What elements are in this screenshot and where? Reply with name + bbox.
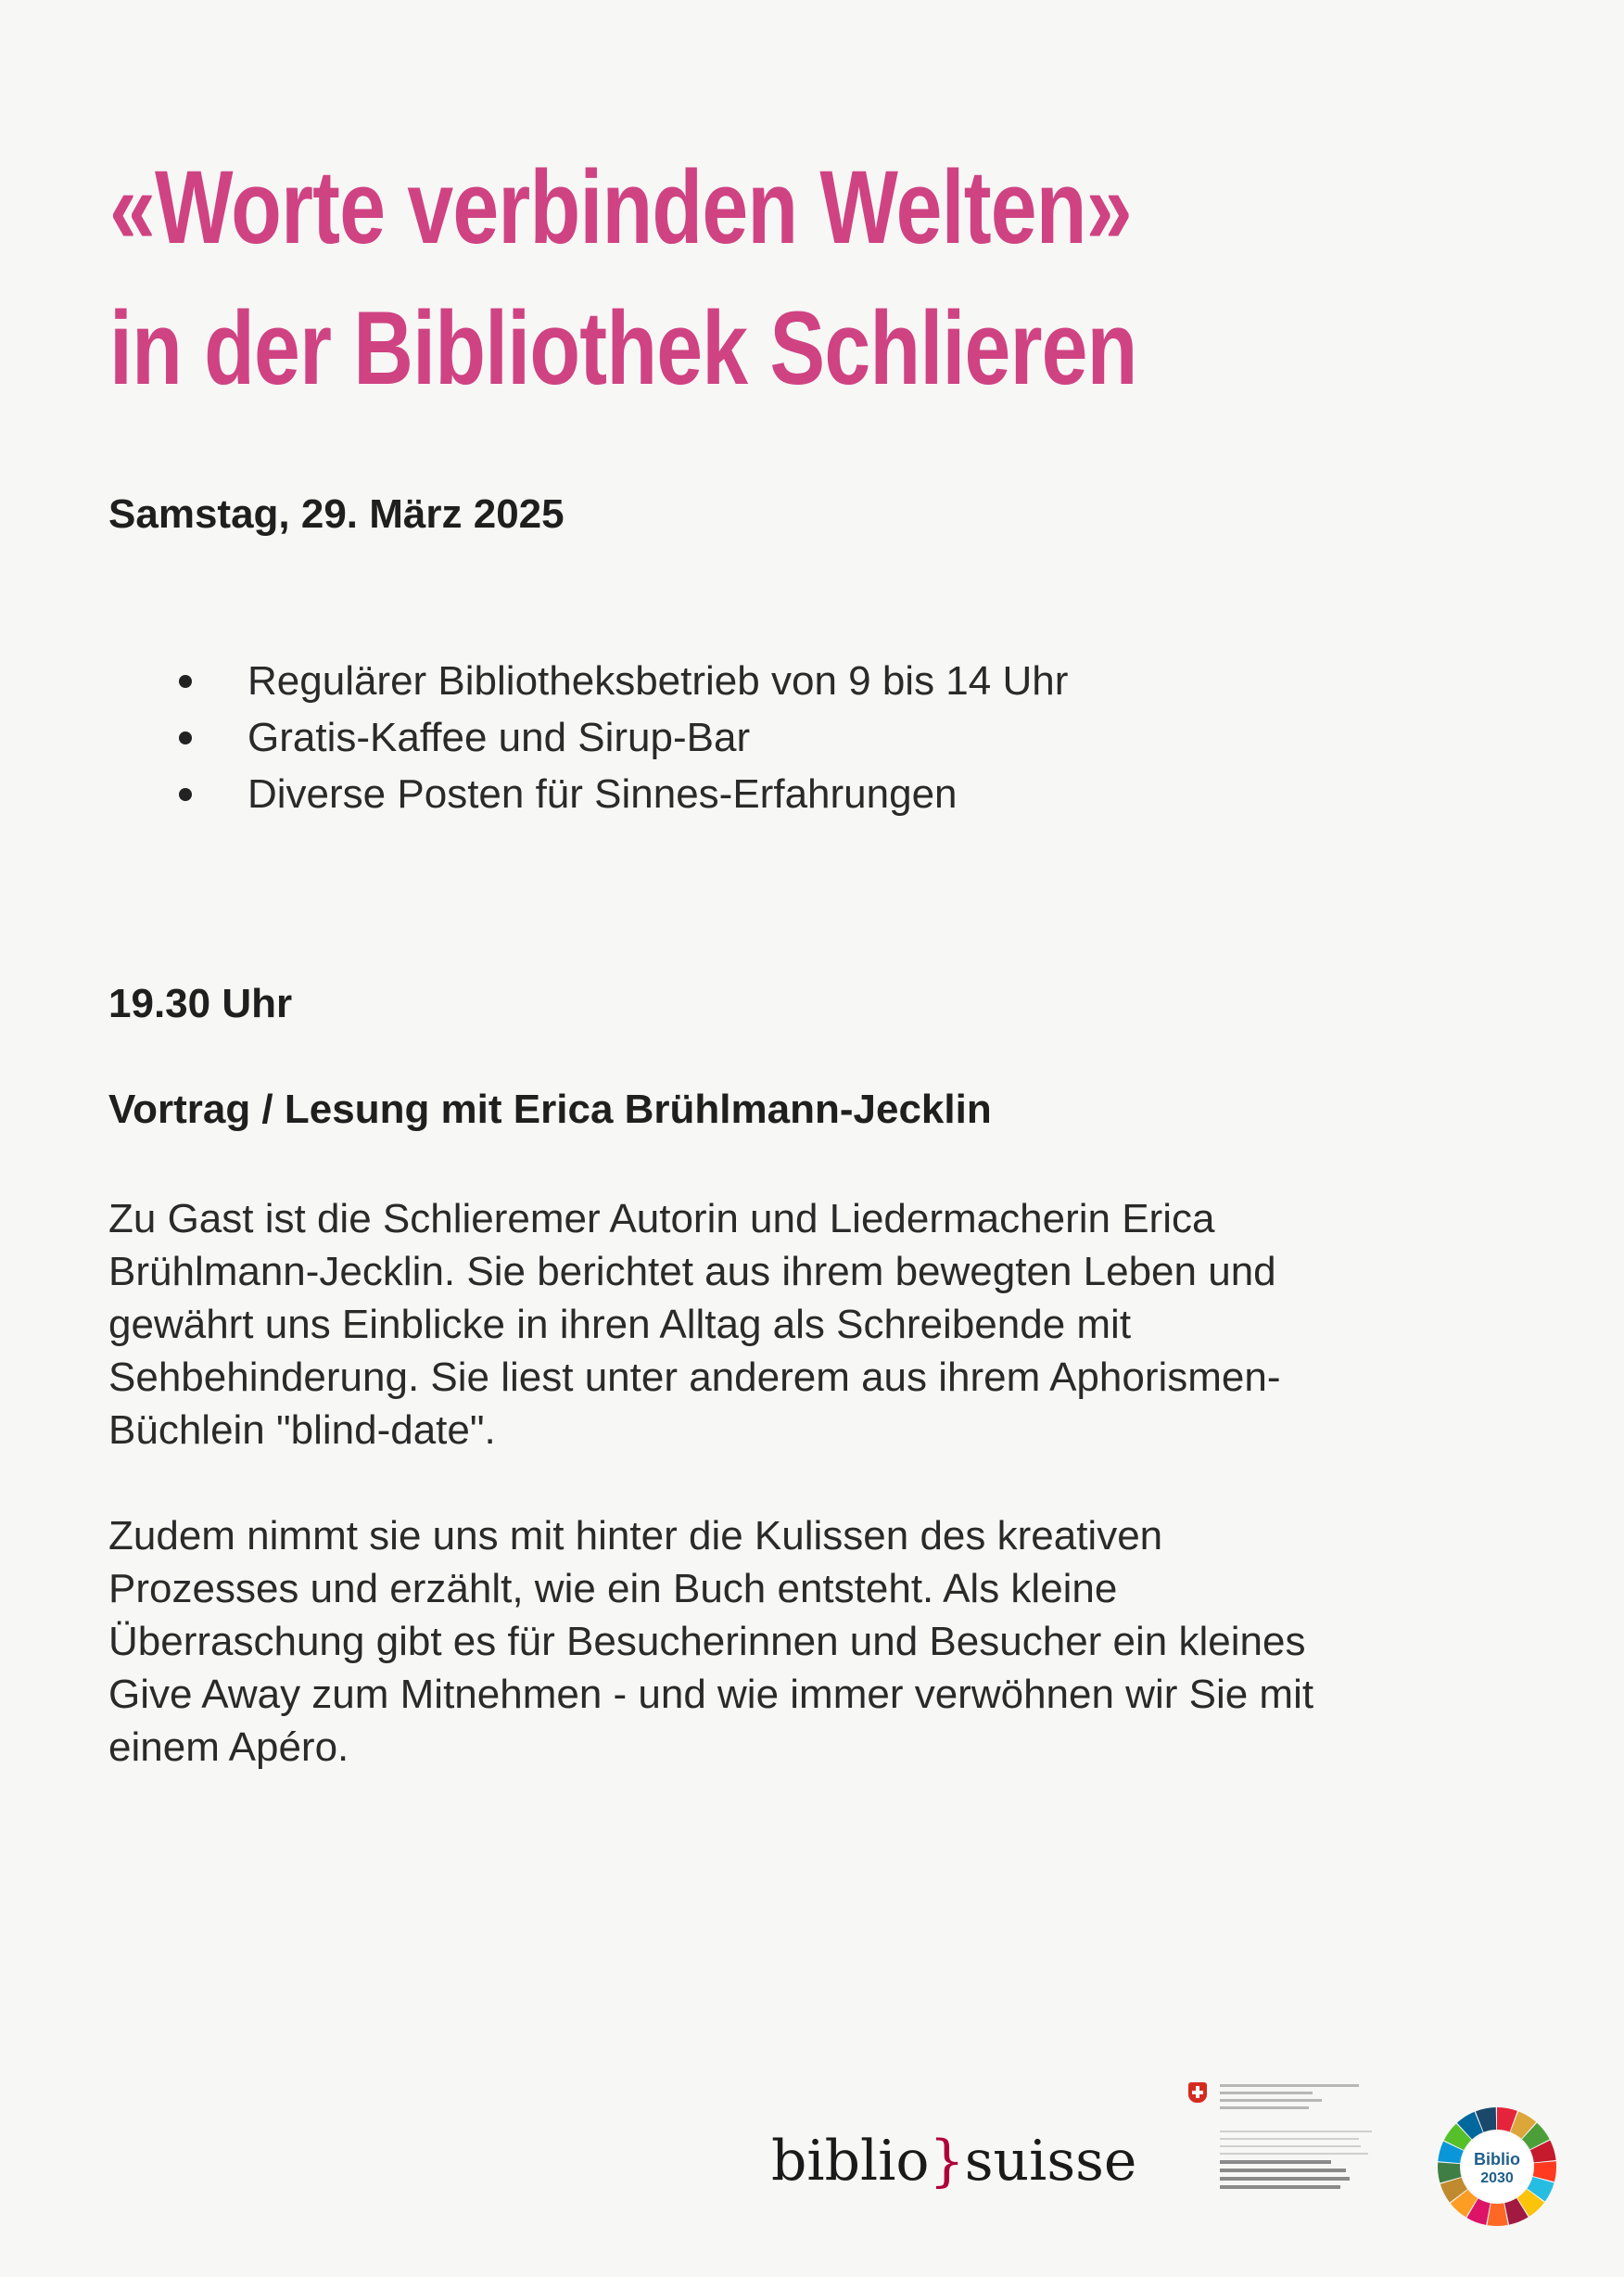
logo-text-line xyxy=(1220,2153,1368,2155)
logo-text-line xyxy=(1220,2145,1361,2147)
logo-text-line xyxy=(1220,2169,1346,2172)
logo-text-line xyxy=(1220,2106,1309,2109)
logo-text-line xyxy=(1220,2131,1372,2132)
paragraph-line: Give Away zum Mitnehmen - und wie immer verwöhnen wir Sie mit xyxy=(108,1672,1314,1717)
logo-text-line xyxy=(1220,2092,1313,2094)
event-date: Samstag, 29. März 2025 xyxy=(108,491,565,537)
logo-text-line xyxy=(1220,2099,1322,2102)
event-description-paragraph-2 xyxy=(108,1509,1499,1774)
event-subtitle: Vortrag / Lesung mit Erica Brühlmann-Jecklin xyxy=(108,1087,992,1132)
paragraph-line: Brühlmann-Jecklin. Sie berichtet aus ihrem bewegten Leben und xyxy=(108,1249,1276,1294)
sdg-label-bottom: 2030 xyxy=(1480,2170,1514,2186)
page-title xyxy=(109,137,1266,419)
sdg-label-top: Biblio xyxy=(1474,2150,1520,2169)
paragraph-line: Büchlein "blind-date". xyxy=(108,1407,496,1453)
logo-text-line xyxy=(1220,2160,1331,2164)
paragraph-line: Überraschung gibt es für Besucherinnen und Besucher ein kleines xyxy=(108,1619,1306,1664)
title-line-1: «Worte verbinden Welten» xyxy=(109,149,1132,265)
bibliosuisse-logo-left: biblio xyxy=(771,2129,930,2194)
bibliosuisse-logo-right: suisse xyxy=(964,2129,1137,2194)
event-time: 19.30 Uhr xyxy=(108,981,293,1026)
list-item: Regulärer Bibliotheksbetrieb von 9 bis 14 Uhr xyxy=(176,653,1068,709)
paragraph-line: einem Apéro. xyxy=(108,1724,349,1770)
swiss-cross-icon xyxy=(1188,2082,1207,2103)
logo-text-line xyxy=(1220,2084,1359,2087)
paragraph-line: Prozesses und erzählt, wie ein Buch entsteht. Als kleine xyxy=(108,1566,1118,1611)
daytime-program-list xyxy=(176,653,1068,822)
swiss-federal-office-logo xyxy=(1186,2077,1372,2207)
bibliosuisse-logo xyxy=(771,2129,1136,2194)
bibliosuisse-logo-brace: } xyxy=(929,2129,965,2194)
logo-text-line xyxy=(1220,2185,1340,2189)
event-description-paragraph-1 xyxy=(108,1192,1499,1457)
list-item: Gratis-Kaffee und Sirup-Bar xyxy=(176,709,1068,766)
paragraph-line: Sehbehinderung. Sie liest unter anderem aus ihrem Aphorismen- xyxy=(108,1355,1281,1400)
logo-text-line xyxy=(1220,2177,1350,2181)
title-line-2: in der Bibliothek Schlieren xyxy=(109,290,1137,406)
paragraph-line: Zudem nimmt sie uns mit hinter die Kulissen des kreativen xyxy=(108,1513,1163,1558)
paragraph-line: Zu Gast ist die Schlieremer Autorin und Liedermacherin Erica xyxy=(108,1196,1215,1241)
sdg-wheel-segment xyxy=(1488,2203,1508,2226)
biblio2030-sdg-wheel-icon xyxy=(1437,2106,1557,2227)
paragraph-line: gewährt uns Einblicke in ihren Alltag als Schreibende mit xyxy=(108,1302,1132,1347)
list-item: Diverse Posten für Sinnes-Erfahrungen xyxy=(176,766,1068,822)
logo-text-line xyxy=(1220,2138,1359,2140)
